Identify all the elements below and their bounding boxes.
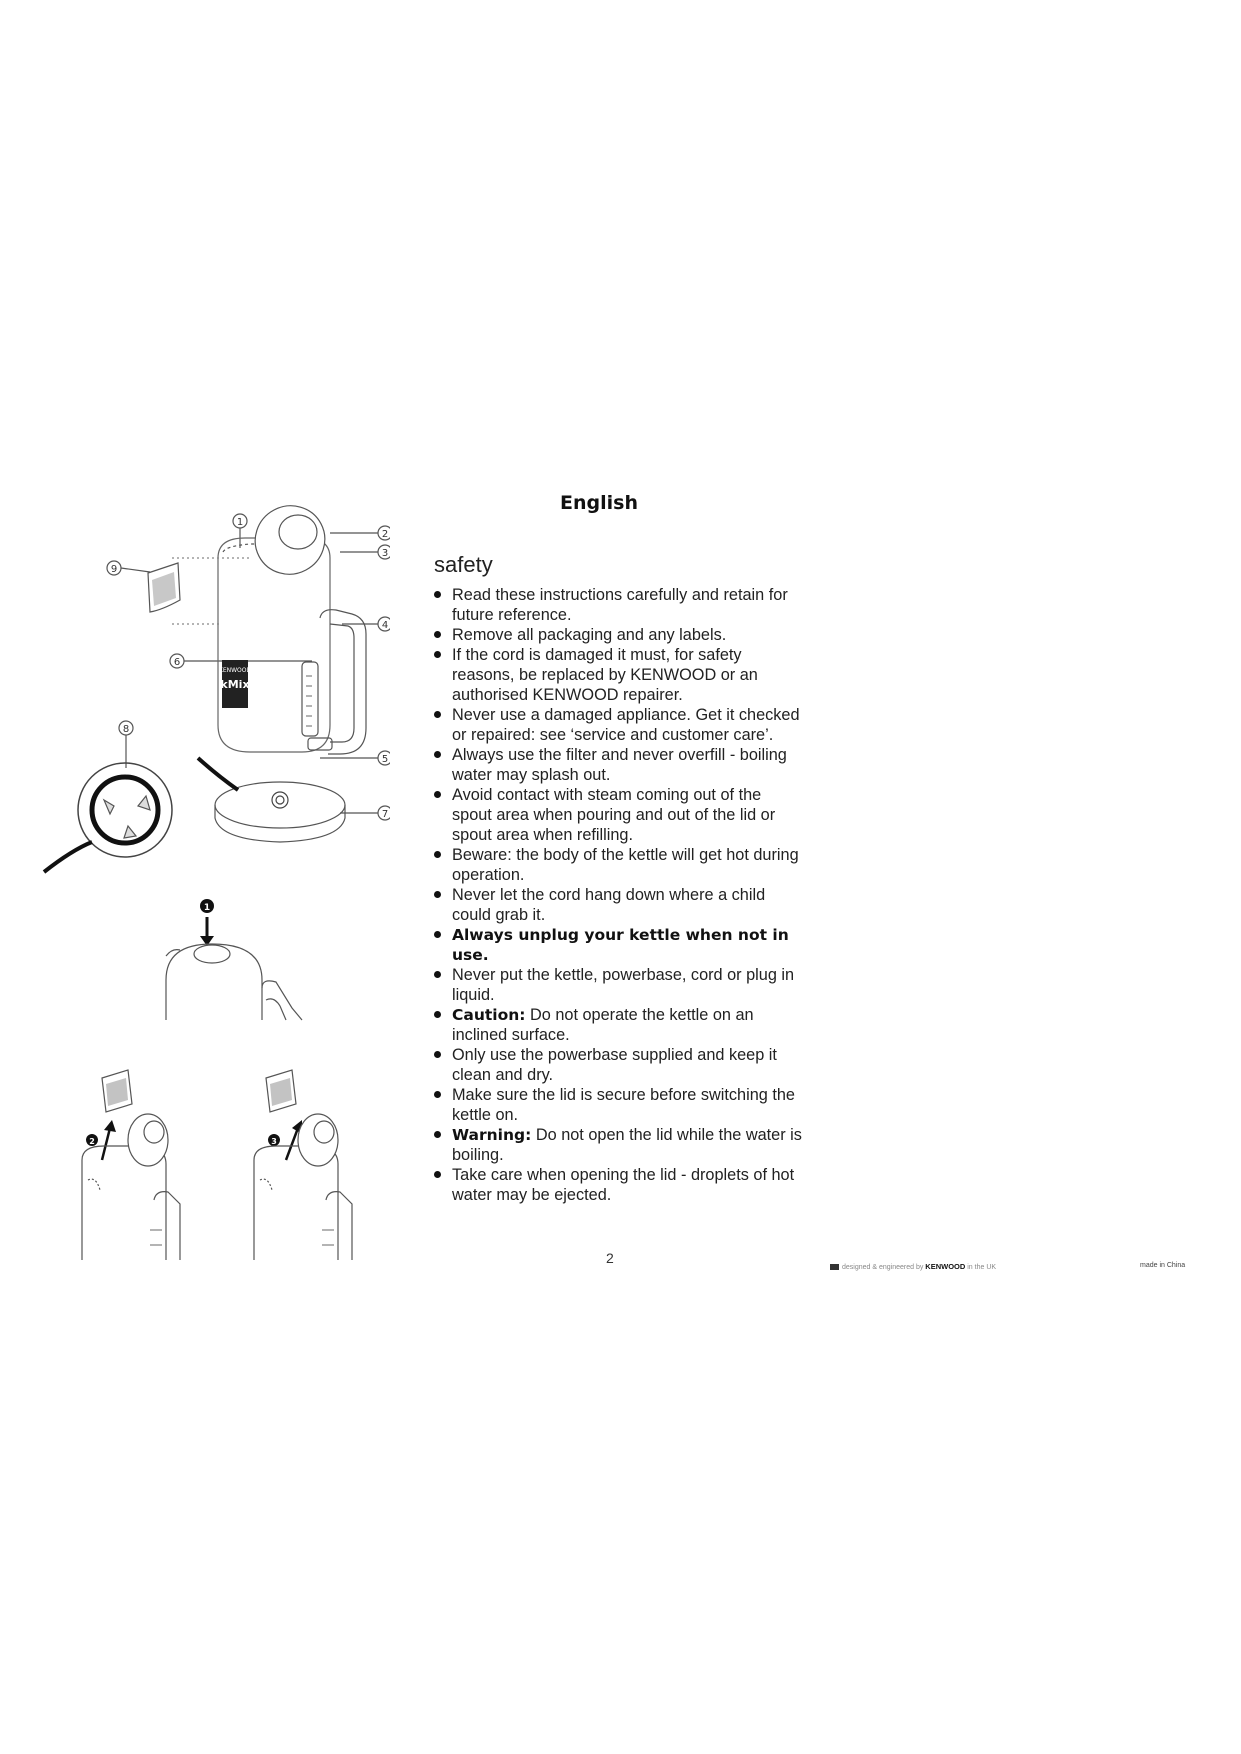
svg-text:4: 4 — [381, 620, 389, 631]
footer-brand: KENWOOD — [925, 1262, 966, 1271]
callout-1 — [233, 514, 247, 548]
callout-2 — [330, 526, 390, 540]
footer-designed-suffix: in the UK — [967, 1264, 997, 1271]
svg-text:8: 8 — [122, 724, 130, 735]
list-item — [432, 885, 804, 925]
svg-text:2: 2 — [381, 529, 389, 540]
footer-made-in: made in China — [1140, 1262, 1186, 1269]
list-item-warning — [432, 1125, 804, 1165]
callout-7 — [340, 806, 390, 820]
item-text: Only use the powerbase supplied and keep it clean and dry. — [452, 1046, 777, 1084]
step-1-illustration — [166, 899, 302, 1020]
item-bold: Always unplug your kettle when not in use. — [452, 926, 789, 964]
list-item — [432, 585, 804, 625]
language-heading: English — [560, 492, 638, 514]
svg-text:9: 9 — [110, 564, 118, 575]
section-title: safety — [434, 552, 493, 577]
list-item — [432, 1045, 804, 1085]
item-text: Beware: the body of the kettle will get hot during operation. — [452, 846, 799, 884]
svg-text:kMix: kMix — [220, 678, 250, 691]
list-item — [432, 745, 804, 785]
item-bold: Caution: — [452, 1006, 526, 1024]
callout-9 — [107, 561, 150, 575]
list-item-unplug — [432, 925, 804, 965]
callout-3 — [340, 545, 390, 559]
item-text: Never use a damaged appliance. Get it checked or repaired: see ‘service and customer care’. — [452, 706, 800, 744]
footer-designed-prefix: designed & engineered by — [842, 1264, 924, 1271]
list-item — [432, 645, 804, 705]
svg-text:1: 1 — [236, 517, 244, 528]
step-2-illustration — [82, 1070, 180, 1260]
svg-text:1: 1 — [203, 903, 211, 913]
item-text: Make sure the lid is secure before switching the kettle on. — [452, 1086, 795, 1124]
svg-text:3: 3 — [381, 548, 389, 559]
item-text: Do not operate the kettle on an inclined surface. — [452, 1006, 754, 1044]
list-item — [432, 785, 804, 845]
svg-text:3: 3 — [271, 1137, 277, 1146]
svg-text:5: 5 — [381, 754, 389, 765]
item-text: Read these instructions carefully and retain for future reference. — [452, 586, 788, 624]
list-item — [432, 965, 804, 1005]
list-item — [432, 705, 804, 745]
page-number: 2 — [606, 1250, 614, 1266]
item-text: Remove all packaging and any labels. — [452, 626, 727, 644]
list-item — [432, 1085, 804, 1125]
kmix-label — [219, 660, 252, 708]
callout-5 — [320, 751, 390, 765]
item-text: Never let the cord hang down where a child could grab it. — [452, 886, 766, 924]
svg-text:2: 2 — [89, 1137, 95, 1146]
item-text: Always use the filter and never overfill - boiling water may splash out. — [452, 746, 787, 784]
list-item-caution — [432, 1005, 804, 1045]
item-bold: Warning: — [452, 1126, 532, 1144]
uk-flag-icon — [830, 1264, 839, 1270]
item-text: Take care when opening the lid - droplets of hot water may be ejected. — [452, 1166, 795, 1204]
item-text: Never put the kettle, powerbase, cord or plug in liquid. — [452, 966, 795, 1004]
item-text: If the cord is damaged it must, for safety reasons, be replaced by KENWOOD or an authorised KENWOOD repairer. — [452, 646, 758, 704]
footer-designed — [830, 1262, 996, 1271]
list-item — [432, 625, 804, 645]
item-text: Do not open the lid while the water is boiling. — [452, 1126, 802, 1164]
kettle-illustrations — [40, 500, 390, 1260]
svg-text:6: 6 — [173, 657, 181, 668]
svg-text:7: 7 — [381, 809, 389, 820]
step-3-illustration — [254, 1070, 352, 1260]
safety-list — [432, 585, 804, 1205]
list-item — [432, 1165, 804, 1205]
svg-text:KENWOOD: KENWOOD — [218, 667, 252, 674]
list-item — [432, 845, 804, 885]
callout-8 — [119, 721, 133, 768]
item-text: Avoid contact with steam coming out of the spout area when pouring and out of the lid or spout area when refilling. — [452, 786, 776, 844]
